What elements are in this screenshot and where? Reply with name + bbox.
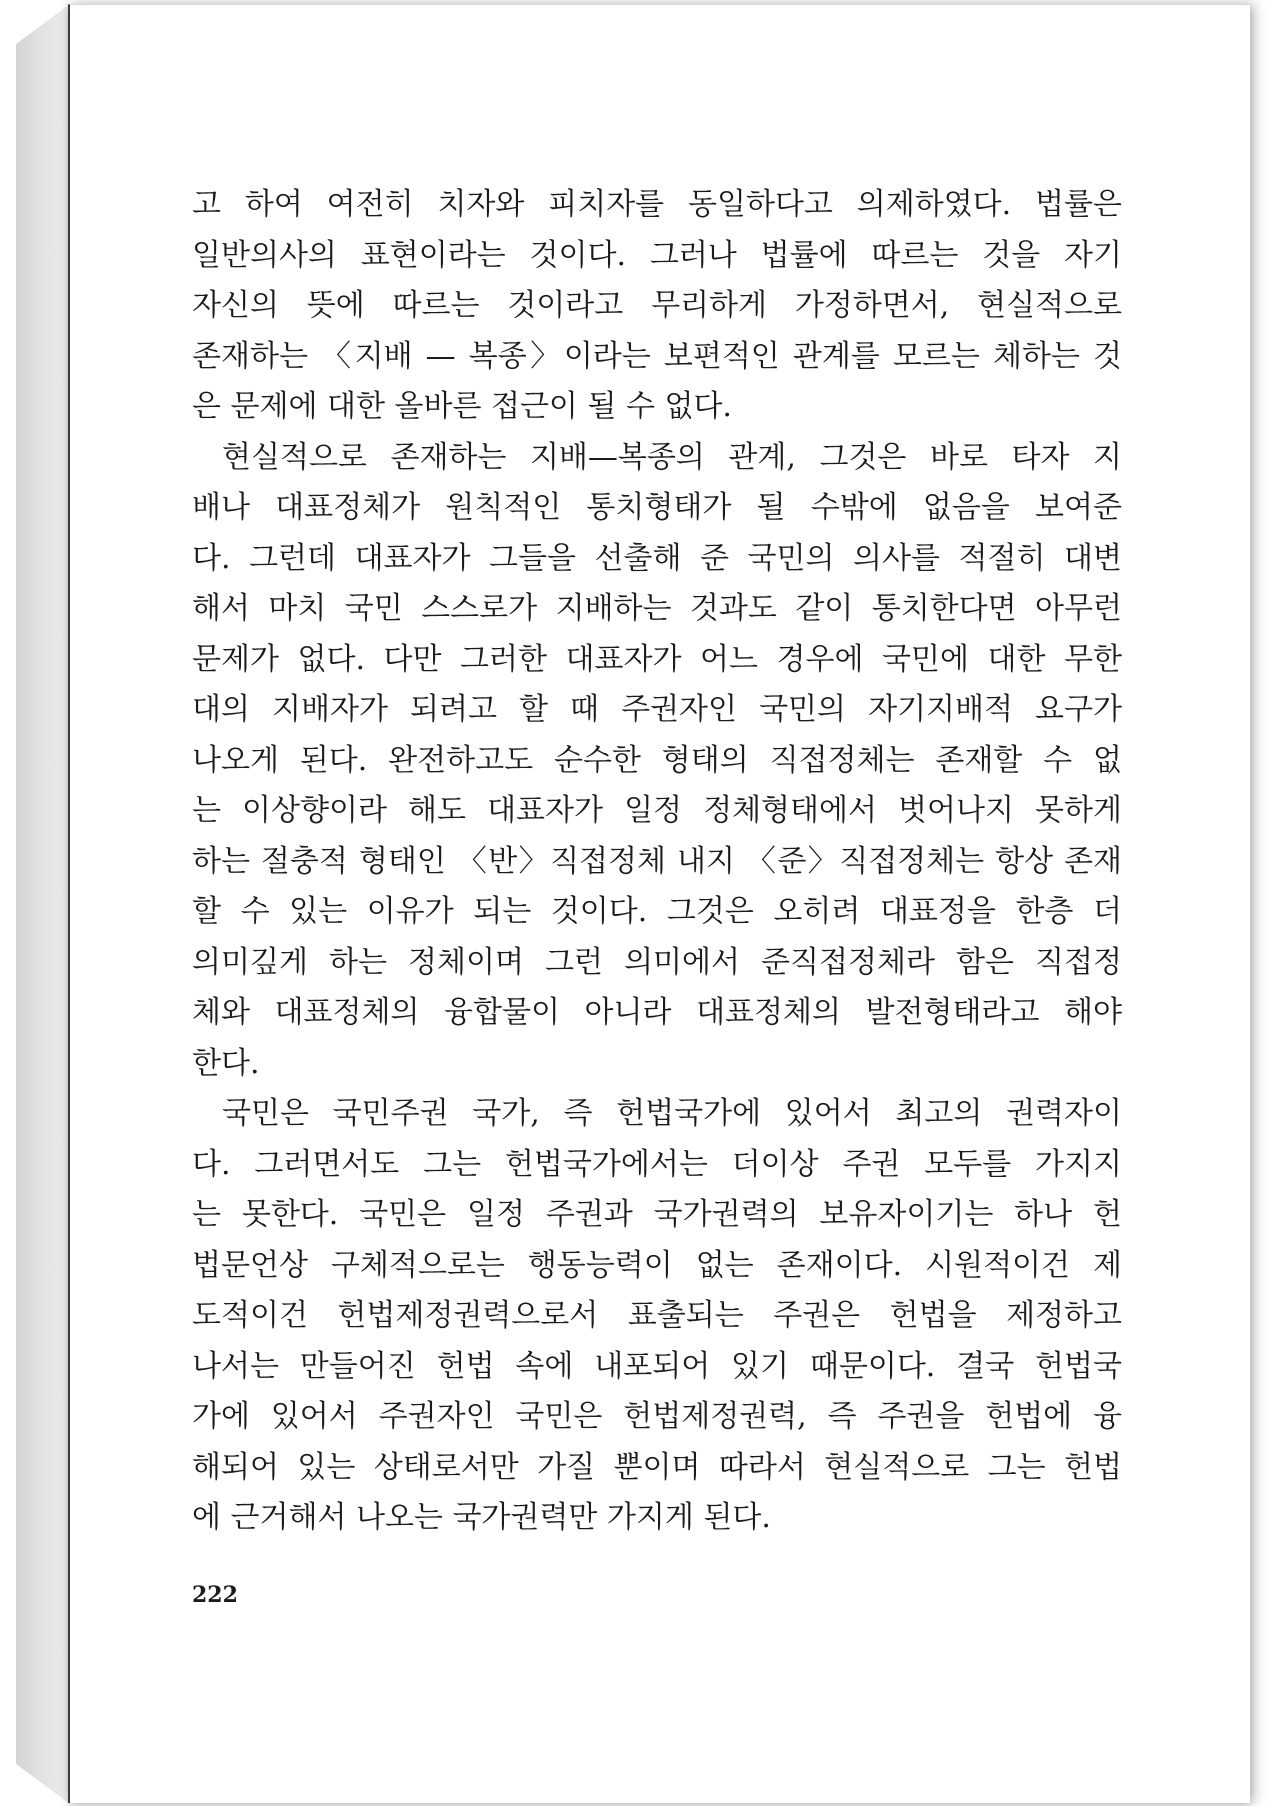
body-text bbox=[192, 180, 1122, 1544]
text-line: 나오게 된다. 완전하고도 순수한 형태의 직접정체는 존재할 수 없 bbox=[192, 742, 1122, 778]
text-line: 는 못한다. 국민은 일정 주권과 국가권력의 보유자이기는 하나 헌 bbox=[192, 1197, 1122, 1232]
text-line: 국민은 국민주권 국가, 즉 헌법국가에 있어서 최고의 권력자이 bbox=[222, 1096, 1122, 1131]
text-line: 하는 절충적 형태인 〈반〉직접정체 내지 〈준〉직접정체는 항상 존재 bbox=[192, 843, 1122, 879]
text-line: 가에 있어서 주권자인 국민은 헌법제정권력, 즉 주권을 헌법에 융 bbox=[192, 1399, 1122, 1434]
text-line: 의미깊게 하는 정체이며 그런 의미에서 준직접정체라 함은 직접정 bbox=[192, 944, 1122, 980]
book-spine bbox=[16, 4, 70, 1804]
text-line: 고 하여 여전히 치자와 피치자를 동일하다고 의제하였다. 법률은 bbox=[192, 187, 1122, 222]
text-line: 배나 대표정체가 원칙적인 통치형태가 될 수밖에 없음을 보여준 bbox=[192, 490, 1122, 525]
page-number: 222 bbox=[192, 1582, 238, 1608]
text-line: 해서 마치 국민 스스로가 지배하는 것과도 같이 통치한다면 아무런 bbox=[192, 591, 1122, 626]
text-line: 은 문제에 대한 올바른 접근이 될 수 없다. bbox=[192, 389, 732, 424]
text-line: 현실적으로 존재하는 지배—복종의 관계, 그것은 바로 타자 지 bbox=[222, 439, 1122, 475]
text-line: 다. 그런데 대표자가 그들을 선출해 준 국민의 의사를 적절히 대변 bbox=[192, 540, 1122, 576]
text-line: 는 이상향이라 해도 대표자가 일정 정체형태에서 벗어나지 못하게 bbox=[192, 793, 1122, 828]
text-line: 도적이건 헌법제정권력으로서 표출되는 주권은 헌법을 제정하고 bbox=[192, 1298, 1122, 1333]
text-line: 나서는 만들어진 헌법 속에 내포되어 있기 때문이다. 결국 헌법국 bbox=[192, 1348, 1122, 1384]
text-line: 다. 그러면서도 그는 헌법국가에서는 더이상 주권 모두를 가지지 bbox=[192, 1146, 1122, 1182]
text-line: 한다. bbox=[192, 1045, 260, 1081]
text-line: 자신의 뜻에 따르는 것이라고 무리하게 가정하면서, 현실적으로 bbox=[192, 288, 1122, 323]
text-line: 체와 대표정체의 융합물이 아니라 대표정체의 발전형태라고 해야 bbox=[192, 995, 1122, 1030]
text-line: 에 근거해서 나오는 국가권력만 가지게 된다. bbox=[192, 1500, 771, 1535]
text-line: 일반의사의 표현이라는 것이다. 그러나 법률에 따르는 것을 자기 bbox=[192, 237, 1122, 273]
text-line: 할 수 있는 이유가 되는 것이다. 그것은 오히려 대표정을 한층 더 bbox=[192, 894, 1122, 929]
text-line: 문제가 없다. 다만 그러한 대표자가 어느 경우에 국민에 대한 무한 bbox=[192, 641, 1122, 677]
text-line: 대의 지배자가 되려고 할 때 주권자인 국민의 자기지배적 요구가 bbox=[192, 692, 1122, 727]
text-line: 존재하는 〈지배 — 복종〉이라는 보편적인 관계를 모르는 체하는 것 bbox=[192, 338, 1122, 374]
text-line: 해되어 있는 상태로서만 가질 뿐이며 따라서 현실적으로 그는 헌법 bbox=[192, 1449, 1122, 1485]
text-line: 법문언상 구체적으로는 행동능력이 없는 존재이다. 시원적이건 제 bbox=[192, 1247, 1122, 1283]
